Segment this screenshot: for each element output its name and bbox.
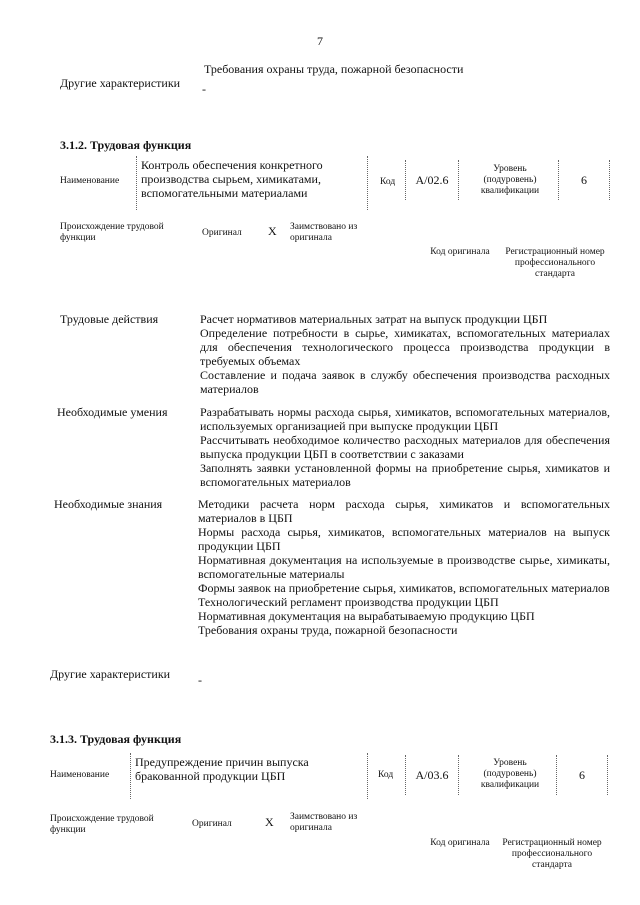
action-item: Расчет нормативов материальных затрат на выпуск продукции ЦБП [200, 312, 548, 326]
other-value-top: - [202, 82, 206, 96]
level-label-313: Уровень (подуровень) квалификации [480, 758, 540, 790]
original-mark-312: X [268, 224, 277, 238]
knowledge-item: Методики расчета норм расхода сырья, химикатов и вспомогательных материалов в ЦБП [198, 497, 610, 525]
code-label-313: Код [378, 770, 394, 780]
knowledge-item: Нормативная документация на используемые в производстве сырье, химикаты, вспомогательные материалы [198, 553, 610, 581]
level-value-text-312: 6 [581, 173, 587, 187]
actions-list-312 [200, 312, 610, 396]
knowledge-label-312: Необходимые знания [54, 497, 163, 511]
carryover-item: Требования охраны труда, пожарной безопасности [204, 62, 464, 76]
action-item: Составление и подача заявок в службу обеспечения производства расходных материалов [200, 368, 610, 396]
function-code-313 [405, 755, 459, 795]
orig-code-label-312: Код оригинала [430, 247, 490, 257]
skill-item: Разрабатывать нормы расхода сырья, химикатов, вспомогательных материалов, используемых организацией при выпуске продукции ЦБП [200, 405, 610, 433]
function-code-text-313: А/03.6 [415, 768, 449, 782]
level-value-313 [556, 755, 608, 795]
orig-code-label-313: Код оригинала [430, 838, 490, 848]
knowledge-item: Нормы расхода сырья, химикатов, вспомогательных материалов на выпуск продукции ЦБП [198, 525, 610, 553]
knowledge-list-312 [198, 497, 610, 637]
action-item: Определение потребности в сырье, химикатах, вспомогательных материалах для обеспечения технологического процесса производства продукции в требуемых объемах [200, 326, 610, 368]
reg-number-label-313: Регистрационный номер профессионального стандарта [502, 838, 602, 870]
original-label-312: Оригинал [202, 228, 242, 238]
skill-item: Заполнять заявки установленной формы на приобретение сырья, химикатов и вспомогательных материалов [200, 461, 610, 489]
section-heading-312: 3.1.2. Трудовая функция [60, 138, 192, 152]
code-label-312: Код [380, 177, 396, 187]
name-label-313: Наименование [50, 770, 110, 780]
section-heading-313: 3.1.3. Трудовая функция [50, 732, 182, 746]
skills-list-312 [200, 405, 610, 489]
knowledge-item: Технологический регламент производства продукции ЦБП [198, 595, 499, 609]
level-label-312: Уровень (подуровень) квалификации [480, 164, 540, 196]
name-label-312: Наименование [60, 176, 120, 186]
function-name-313 [130, 753, 368, 799]
other-label-312: Другие характеристики [50, 667, 171, 681]
function-code-text-312: А/02.6 [415, 173, 449, 187]
knowledge-item: Формы заявок на приобретение сырья, химикатов, вспомогательных материалов [198, 581, 610, 595]
page-number: 7 [317, 34, 323, 48]
reg-number-label-312: Регистрационный номер профессионального стандарта [505, 247, 605, 279]
skill-item: Рассчитывать необходимое количество расходных материалов для обеспечения выпуска продукции ЦБП в соответствии с заказами [200, 433, 610, 461]
level-value-text-313: 6 [579, 768, 585, 782]
function-name-text-312: Контроль обеспечения конкретного производства сырьем, химикатами, вспомогательными материалами [141, 158, 323, 200]
function-name-312 [136, 156, 368, 210]
actions-label-312: Трудовые действия [60, 312, 159, 326]
origin-label-313: Происхождение трудовой функции [50, 814, 154, 835]
borrowed-label-313: Заимствовано из оригинала [290, 812, 358, 833]
level-value-312 [558, 160, 610, 200]
original-label-313: Оригинал [192, 819, 232, 829]
other-label-top: Другие характеристики [60, 76, 181, 90]
borrowed-label-312: Заимствовано из оригинала [290, 222, 358, 243]
function-code-312 [405, 160, 459, 200]
function-name-text-313: Предупреждение причин выпуска бракованной продукции ЦБП [135, 755, 309, 783]
origin-label-312: Происхождение трудовой функции [60, 222, 164, 243]
other-value-312: - [198, 673, 202, 687]
skills-label-312: Необходимые умения [57, 405, 168, 419]
knowledge-item: Требования охраны труда, пожарной безопасности [198, 623, 458, 637]
original-mark-313: X [265, 815, 274, 829]
knowledge-item: Нормативная документация на вырабатываемую продукцию ЦБП [198, 609, 535, 623]
